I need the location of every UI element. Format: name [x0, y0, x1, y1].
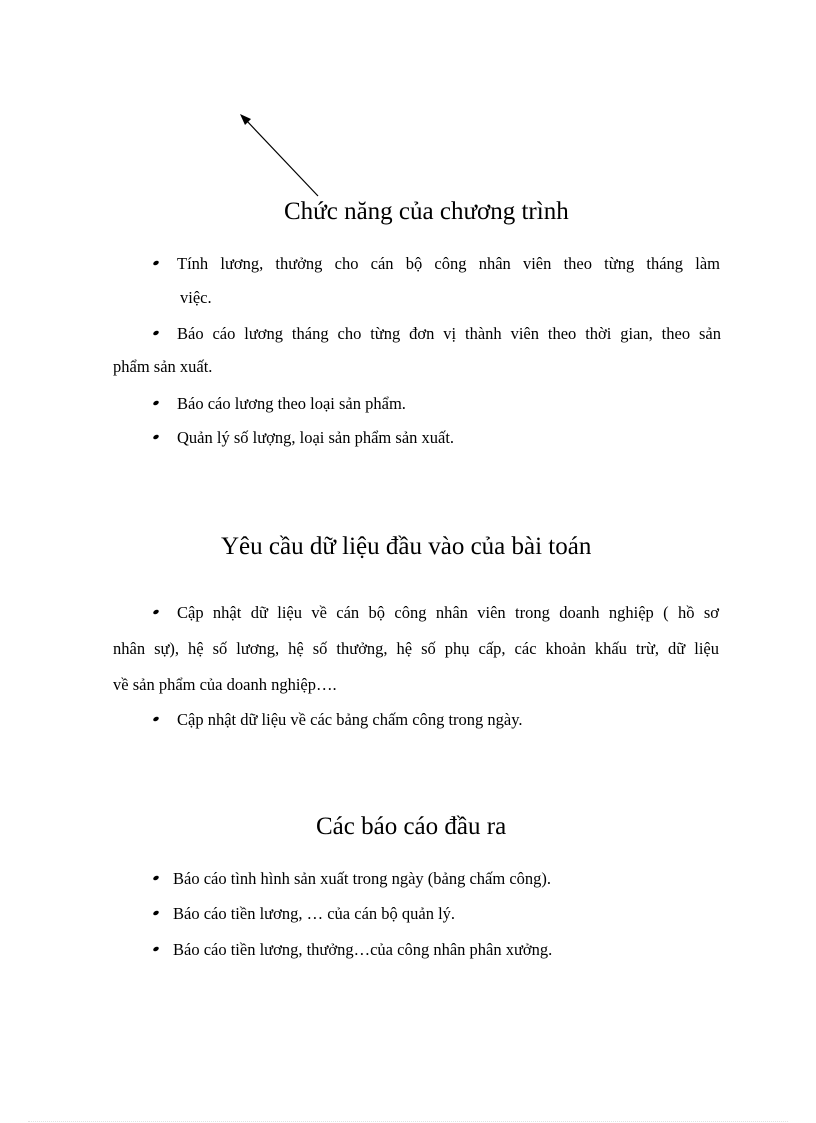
arrow-head	[240, 114, 251, 125]
functions-heading: Chức năng của chương trình	[284, 198, 569, 225]
bullet-icon	[152, 910, 159, 916]
bullet-icon	[152, 400, 159, 406]
bullet-icon	[152, 716, 159, 722]
list-item: Cập nhật dữ liệu về các bảng chấm công trong ngày.	[153, 703, 523, 737]
list-item: Cập nhật dữ liệu về cán bộ công nhân viên trong doanh nghiệp ( hồ sơ	[153, 596, 719, 630]
bullet-icon	[152, 260, 159, 266]
bullet-icon	[152, 434, 159, 440]
list-item-continuation: về sản phẩm của doanh nghiệp….	[113, 675, 337, 694]
list-item: Báo cáo lương tháng cho từng đơn vị thành viên theo thời gian, theo sản	[153, 317, 721, 351]
bullet-icon	[152, 609, 159, 615]
list-item: Báo cáo lương theo loại sản phẩm.	[153, 387, 406, 421]
list-item-continuation: nhân sự), hệ số lương, hệ số thưởng, hệ số phụ cấp, các khoản khấu trừ, dữ liệu	[113, 639, 719, 658]
input-heading: Yêu cầu dữ liệu đầu vào của bài toán	[221, 533, 592, 560]
list-item: Quản lý số lượng, loại sản phẩm sản xuất.	[153, 421, 454, 455]
list-item: Báo cáo tiền lương, … của cán bộ quản lý.	[153, 897, 455, 931]
list-item: Tính lương, thưởng cho cán bộ công nhân viên theo từng tháng làm	[153, 247, 720, 281]
arrow-line	[246, 120, 318, 196]
list-item-continuation: phẩm sản xuất.	[113, 357, 213, 376]
bullet-icon	[152, 875, 159, 881]
page-bottom-rule	[28, 1121, 788, 1122]
list-item: Báo cáo tiền lương, thưởng…của công nhân phân xưởng.	[153, 933, 552, 967]
bullet-icon	[152, 946, 159, 952]
output-heading: Các báo cáo đầu ra	[316, 813, 507, 840]
list-item: Báo cáo tình hình sản xuất trong ngày (bảng chấm công).	[153, 862, 551, 896]
bullet-icon	[152, 330, 159, 336]
list-item-continuation: việc.	[180, 288, 212, 307]
